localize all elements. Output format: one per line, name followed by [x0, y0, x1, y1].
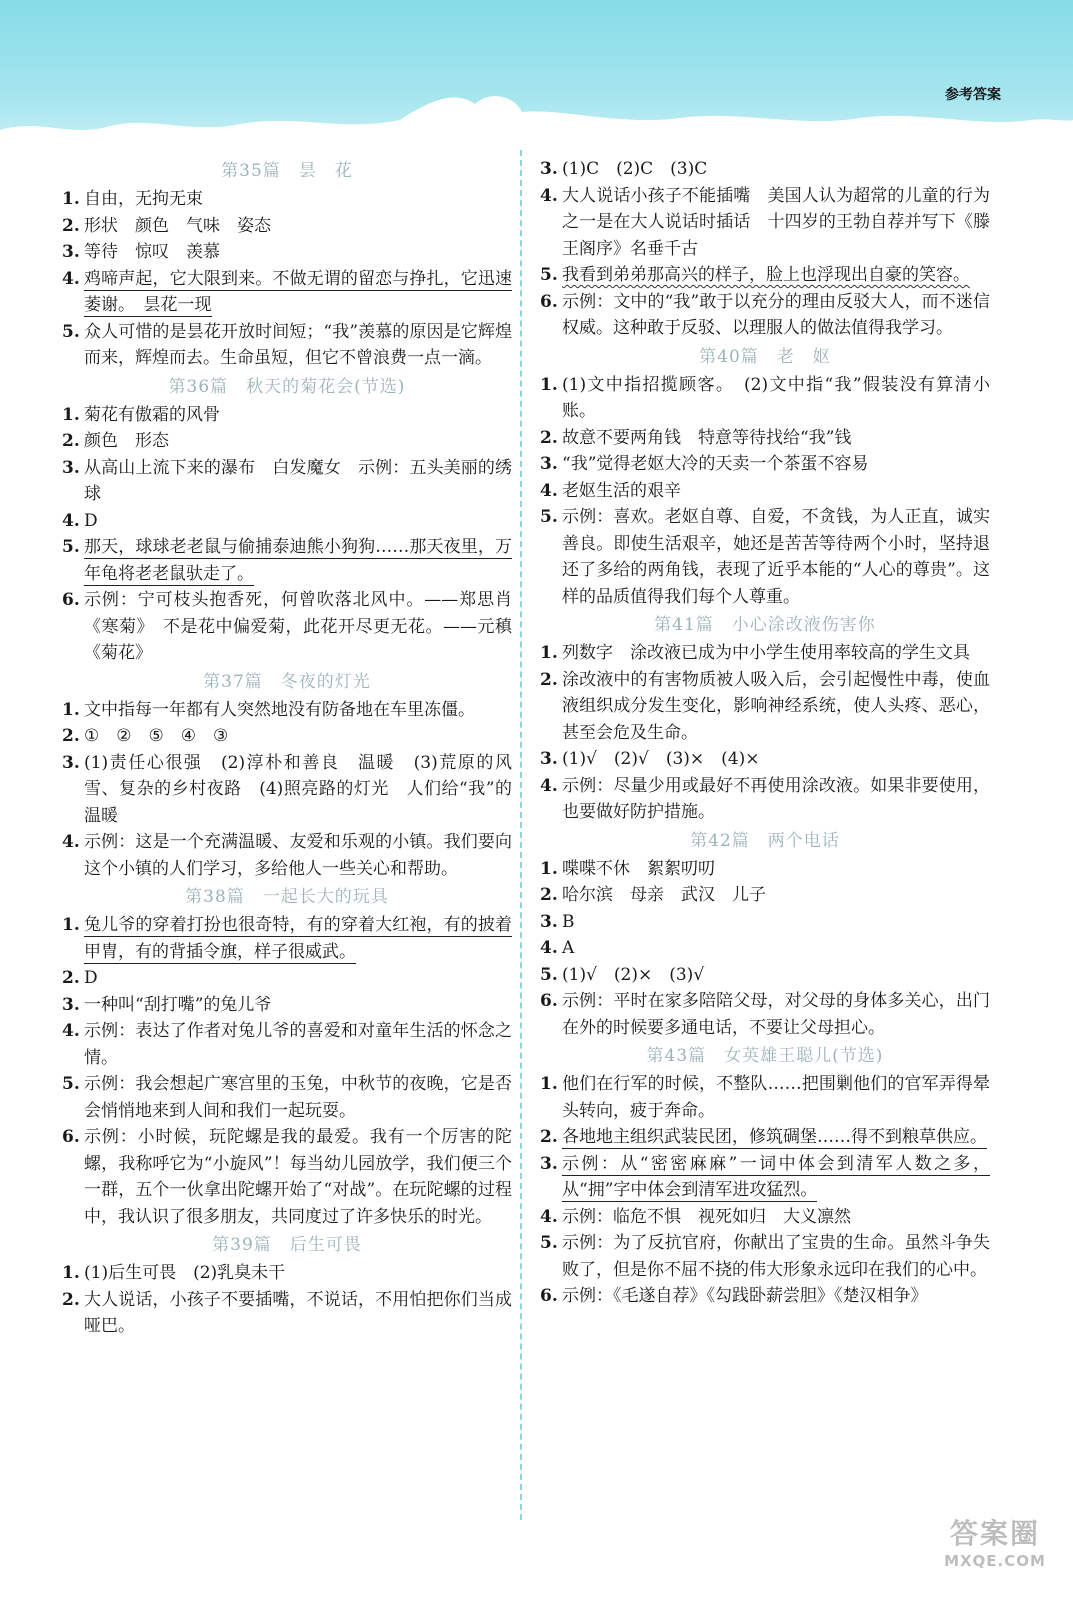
answer-text [84, 428, 512, 455]
answer-item [540, 909, 990, 936]
answer-text [562, 1204, 990, 1231]
answer-item [62, 1071, 512, 1124]
answer-item [62, 508, 512, 535]
answer-text [84, 1124, 512, 1230]
answer-item [540, 988, 990, 1041]
answer-item [62, 1018, 512, 1071]
answer-item [62, 455, 512, 508]
answer-text-content: (1)后生可畏 (2)乳臭未干 [84, 1263, 286, 1283]
left-column [62, 156, 512, 1340]
answer-text [562, 1124, 990, 1151]
answer-text [562, 372, 990, 425]
answer-number: 3. [62, 994, 80, 1015]
answer-text-content: 涂改液中的有害物质被人吸入后，会引起慢性中毒，使血液组织成分发生变化，影响神经系统，使人头疼、恶心，甚至会危及生命。 [562, 669, 990, 743]
answer-text-content: (1)文中指招揽顾客。 (2)文中指“我”假装没有算清小账。 [562, 374, 990, 421]
answer-text [562, 451, 990, 478]
answer-item [540, 262, 990, 289]
answer-item [540, 183, 990, 263]
answer-item [62, 319, 512, 372]
answer-text-content: 众人可惜的是昙花开放时间短；“我”羡慕的原因是它辉煌而来，辉煌而去。生命虽短，但它不曾浪费一点一滴。 [84, 321, 512, 368]
answer-text [84, 992, 512, 1019]
answer-number: 5. [540, 964, 558, 985]
answer-text [562, 962, 990, 989]
answer-item [62, 186, 512, 213]
answer-text-content: 列数字 涂改液已成为中小学生使用率较高的学生文具 [562, 643, 970, 663]
answer-text [562, 289, 990, 342]
section-title: 第39篇 后生可畏 [212, 1235, 362, 1255]
answer-text [84, 829, 512, 882]
answer-text-content: 兔儿爷的穿着打扮也很奇特，有的穿着大红袍，有的披着甲胄，有的背插令旗，样子很威武。 [84, 915, 512, 962]
answer-item [540, 935, 990, 962]
answer-item [540, 1283, 990, 1310]
answer-number: 2. [62, 1289, 80, 1310]
answer-number: 3. [540, 159, 558, 179]
answer-text [562, 773, 990, 826]
answer-item [62, 213, 512, 240]
answer-text-content: 一种叫“刮打嘴”的兔儿爷 [84, 994, 272, 1015]
answer-item [540, 962, 990, 989]
answer-text-content: 示例：尽量少用或最好不再使用涂改液。如果非要使用，也要做好防护措施。 [562, 775, 990, 822]
answer-text [562, 882, 990, 909]
watermark-top: 答案圈 [949, 1517, 1040, 1550]
answer-text [84, 1260, 512, 1287]
answer-text [562, 746, 990, 773]
answer-text-content: 大人说话，小孩子不要插嘴，不说话，不用怕把你们当成哑巴。 [84, 1289, 512, 1336]
answer-number: 2. [62, 215, 80, 236]
answer-number: 4. [62, 268, 80, 289]
answer-number: 3. [62, 242, 80, 262]
answer-item [540, 451, 990, 478]
answer-text-content: 那天，球球老老鼠与偷捕泰迪熊小狗狗……那天夜里，万年龟将老老鼠驮走了。 [84, 537, 512, 584]
answer-item [62, 1260, 512, 1287]
answer-text [562, 156, 990, 183]
answer-number: 3. [540, 911, 558, 932]
answer-item [62, 697, 512, 724]
answer-number: 5. [540, 265, 558, 285]
answer-item [62, 239, 512, 266]
answer-number: 2. [540, 1127, 558, 1147]
answer-text [562, 856, 990, 883]
answer-number: 2. [540, 427, 558, 448]
answer-text [562, 935, 990, 962]
answer-text [84, 587, 512, 667]
answer-item [62, 402, 512, 429]
answer-text [84, 455, 512, 508]
answer-text [562, 504, 990, 610]
answer-item [62, 1124, 512, 1230]
answer-text [562, 1151, 990, 1204]
answer-number: 3. [540, 1153, 558, 1174]
answer-number: 2. [540, 669, 558, 690]
answer-number: 1. [540, 1074, 558, 1094]
answer-text-content: 示例：喜欢。老妪自尊、自爱，不贪钱，为人正直，诚实善良。即使生活艰辛，她还是苦苦等待两个小时，坚持退还了多给的两角钱，表现了近乎本能的“人心的尊贵”。这样的品质值得我们每个人尊重。 [562, 507, 990, 607]
right-column [540, 156, 990, 1310]
answer-number: 4. [540, 938, 558, 958]
answer-text [84, 319, 512, 372]
answer-text-content: D [84, 510, 98, 531]
section-title: 第41篇 小心涂改液伤害你 [654, 615, 876, 635]
answer-text [562, 988, 990, 1041]
answer-item [62, 723, 512, 750]
answer-item [62, 965, 512, 992]
answer-item [62, 534, 512, 587]
answer-text-content: (1)责任心很强 (2)淳朴和善良 温暖 (3)荒原的风雪、复杂的乡村夜路 (4)照亮路的灯光 人们给“我”的温暖 [84, 752, 512, 826]
answer-text-content: 从高山上流下来的瀑布 白发魔女 示例：五头美丽的绣球 [84, 457, 512, 504]
answer-item [540, 640, 990, 667]
answer-text [84, 697, 512, 724]
answer-text [562, 425, 990, 452]
answer-number: 3. [540, 454, 558, 474]
answer-text [562, 909, 990, 936]
answer-item [540, 1071, 990, 1124]
answer-number: 4. [540, 775, 558, 796]
answer-text-content: 示例：这是一个充满温暖、友爱和乐观的小镇。我们要向这个小镇的人们学习，多给他人一些关心和帮助。 [84, 832, 512, 879]
answer-item [540, 1204, 990, 1231]
answer-text [562, 1071, 990, 1124]
answer-text-content: 故意不要两角钱 特意等待找给“我”钱 [562, 427, 852, 448]
answer-number: 1. [62, 189, 80, 209]
answer-text-content: 文中指每一年都有人突然地没有防备地在车里冻僵。 [84, 699, 475, 720]
answer-text [562, 640, 990, 667]
answer-text [84, 213, 512, 240]
answer-number: 2. [62, 726, 80, 746]
answer-item [540, 289, 990, 342]
answer-text-content: 各地地主组织武装民团，修筑碉堡……得不到粮草供应。 [562, 1127, 987, 1147]
section-title: 第36篇 秋天的菊花会(节选) [168, 376, 406, 397]
answer-item [540, 1124, 990, 1151]
answer-text [84, 402, 512, 429]
answer-number: 3. [62, 752, 80, 773]
answer-text-content: 示例：小时候，玩陀螺是我的最爱。我有一个厉害的陀螺，我称呼它为“小旋风”！每当幼儿园放学，我们便三个一群，五个一伙拿出陀螺开始了“对战”。在玩陀螺的过程中，我认识了很多朋友，共同度过了许多快乐的时光。 [84, 1127, 512, 1227]
answer-text-content: 鸡啼声起，它大限到来。不做无谓的留恋与挣扎，它迅速萎谢。 昙花一现 [84, 268, 512, 315]
answer-text-content: 示例：从“密密麻麻”一词中体会到清军人数之多，从“拥”字中体会到清军进攻猛烈。 [562, 1153, 990, 1200]
answer-item [540, 478, 990, 505]
answer-text [84, 1071, 512, 1124]
section-title: 第42篇 两个电话 [690, 830, 840, 851]
answer-number: 4. [62, 1021, 80, 1041]
answer-text-content: 示例：《毛遂自荐》《勾践卧薪尝胆》《楚汉相争》 [562, 1286, 928, 1306]
header-label: 参考答案 [945, 87, 1001, 103]
answer-number: 4. [62, 510, 80, 531]
answer-text [84, 1018, 512, 1071]
answer-number: 3. [540, 749, 558, 769]
answer-item [540, 882, 990, 909]
answer-text-content: 示例：表达了作者对兔儿爷的喜爱和对童年生活的怀念之情。 [84, 1021, 512, 1068]
answer-number: 6. [540, 991, 558, 1011]
answer-number: 5. [62, 537, 80, 557]
answer-text [562, 262, 990, 289]
answer-item [62, 266, 512, 319]
answer-number: 3. [62, 457, 80, 478]
answer-text-content: 示例：我会想起广寒宫里的玉兔，中秋节的夜晚，它是否会悄悄地来到人间和我们一起玩耍。 [84, 1074, 512, 1121]
answer-text-content: 老妪生活的艰辛 [562, 480, 681, 501]
answer-item [540, 746, 990, 773]
answer-number: 1. [62, 404, 80, 425]
answer-item [62, 1287, 512, 1340]
answer-text-content: “我”觉得老妪大冷的天卖一个茶蛋不容易 [562, 454, 869, 474]
answer-text-content: B [562, 911, 575, 932]
section-title: 第40篇 老 妪 [699, 346, 831, 367]
answer-text-content: A [562, 938, 575, 958]
answer-text [84, 965, 512, 992]
answer-number: 5. [62, 321, 80, 342]
answer-item [62, 912, 512, 965]
answer-text-content: (1)√ (2)× (3)√ [562, 964, 705, 985]
watermark-bottom: MXQE.COM [944, 1552, 1046, 1570]
watermark [935, 1512, 1055, 1582]
answer-text [84, 1287, 512, 1340]
answer-text [84, 186, 512, 213]
section-title: 第37篇 冬夜的灯光 [203, 671, 371, 692]
answer-text-content: 示例：宁可枝头抱香死，何曾吹落北风中。——郑思肖《寒菊》 不是花中偏爱菊，此花开尽更无花。——元稹《菊花》 [84, 590, 512, 663]
answer-item [540, 773, 990, 826]
answer-item [540, 667, 990, 747]
answer-number: 5. [540, 507, 558, 527]
answer-item [540, 425, 990, 452]
answer-text-content: 哈尔滨 母亲 武汉 儿子 [562, 885, 766, 905]
answer-number: 5. [62, 1074, 80, 1094]
answer-text [84, 534, 512, 587]
answer-text-content: 大人说话小孩子不能插嘴 美国人认为超常的儿童的行为之一是在大人说话时插话 十四岁的王勃自荐并写下《滕王阁序》名垂千古 [562, 185, 990, 259]
answer-number: 1. [62, 1263, 80, 1283]
answer-text-content: 喋喋不休 絮絮叨叨 [562, 858, 715, 879]
answer-text-content: ① ② ⑤ ④ ③ [84, 726, 229, 746]
answer-item [62, 829, 512, 882]
answer-text [562, 1283, 990, 1310]
answer-text-content: 示例：文中的“我”敢于以充分的理由反驳大人，而不迷信权威。这种敢于反驳、以理服人的做法值得我学习。 [562, 291, 990, 338]
answer-number: 4. [62, 832, 80, 852]
answer-number: 4. [540, 1206, 558, 1227]
answer-item [540, 156, 990, 183]
answer-item [62, 428, 512, 455]
answer-text [84, 912, 512, 965]
column-divider [520, 150, 522, 1520]
answer-number: 2. [62, 431, 80, 451]
answer-text-content: 示例：临危不惧 视死如归 大义凛然 [562, 1206, 851, 1227]
answer-number: 6. [540, 1286, 558, 1306]
cloud-decoration [0, 60, 1073, 170]
answer-text-content: 示例：为了反抗官府，你献出了宝贵的生命。虽然斗争失败了，但是你不屈不挠的伟大形象永远印在我们的心中。 [562, 1233, 990, 1280]
answer-number: 2. [540, 885, 558, 905]
section-title: 第38篇 一起长大的玩具 [185, 887, 389, 907]
answer-text-content: 等待 惊叹 羡慕 [84, 242, 220, 262]
answer-item [540, 1230, 990, 1283]
answer-text-content: 自由，无拘无束 [84, 189, 203, 209]
answer-text-content: 我看到弟弟那高兴的样子，脸上也浮现出自豪的笑容。 [562, 265, 970, 285]
answer-number: 5. [540, 1233, 558, 1253]
answer-number: 1. [62, 699, 80, 720]
answer-item [62, 992, 512, 1019]
answer-number: 4. [540, 480, 558, 501]
answer-item [540, 1151, 990, 1204]
answer-text-content: (1)√ (2)√ (3)× (4)× [562, 749, 760, 769]
answer-text [562, 1230, 990, 1283]
answer-number: 6. [540, 291, 558, 312]
answer-text [562, 183, 990, 263]
answer-text [84, 266, 512, 319]
answer-text-content: 示例：平时在家多陪陪父母，对父母的身体多关心，出门在外的时候要多通电话，不要让父母担心。 [562, 991, 990, 1038]
answer-item [62, 587, 512, 667]
answer-text-content: 他们在行军的时候，不整队……把围剿他们的官军弄得晕头转向，疲于奔命。 [562, 1074, 990, 1121]
answer-text [84, 239, 512, 266]
answer-number: 4. [540, 185, 558, 206]
answer-text-content: 颜色 形态 [84, 431, 169, 451]
answer-text [84, 723, 512, 750]
section-title: 第43篇 女英雄王聪儿(节选) [646, 1046, 884, 1066]
answer-text-content: D [84, 968, 98, 988]
answer-text [562, 667, 990, 747]
answer-text-content: 菊花有傲霜的风骨 [84, 404, 220, 425]
answer-text [84, 508, 512, 535]
answer-number: 1. [62, 915, 80, 935]
answer-number: 1. [540, 643, 558, 663]
answer-item [540, 856, 990, 883]
answer-text-content: (1)C (2)C (3)C [562, 159, 708, 179]
answer-item [62, 750, 512, 830]
answer-text [84, 750, 512, 830]
answer-number: 1. [540, 374, 558, 395]
section-title: 第35篇 昙 花 [221, 161, 353, 181]
answer-text [562, 478, 990, 505]
answer-number: 2. [62, 968, 80, 988]
answer-number: 1. [540, 858, 558, 879]
answer-text-content: 形状 颜色 气味 姿态 [84, 215, 271, 236]
answer-item [540, 504, 990, 610]
answer-number: 6. [62, 590, 80, 610]
answer-item [540, 372, 990, 425]
answer-number: 6. [62, 1127, 80, 1147]
